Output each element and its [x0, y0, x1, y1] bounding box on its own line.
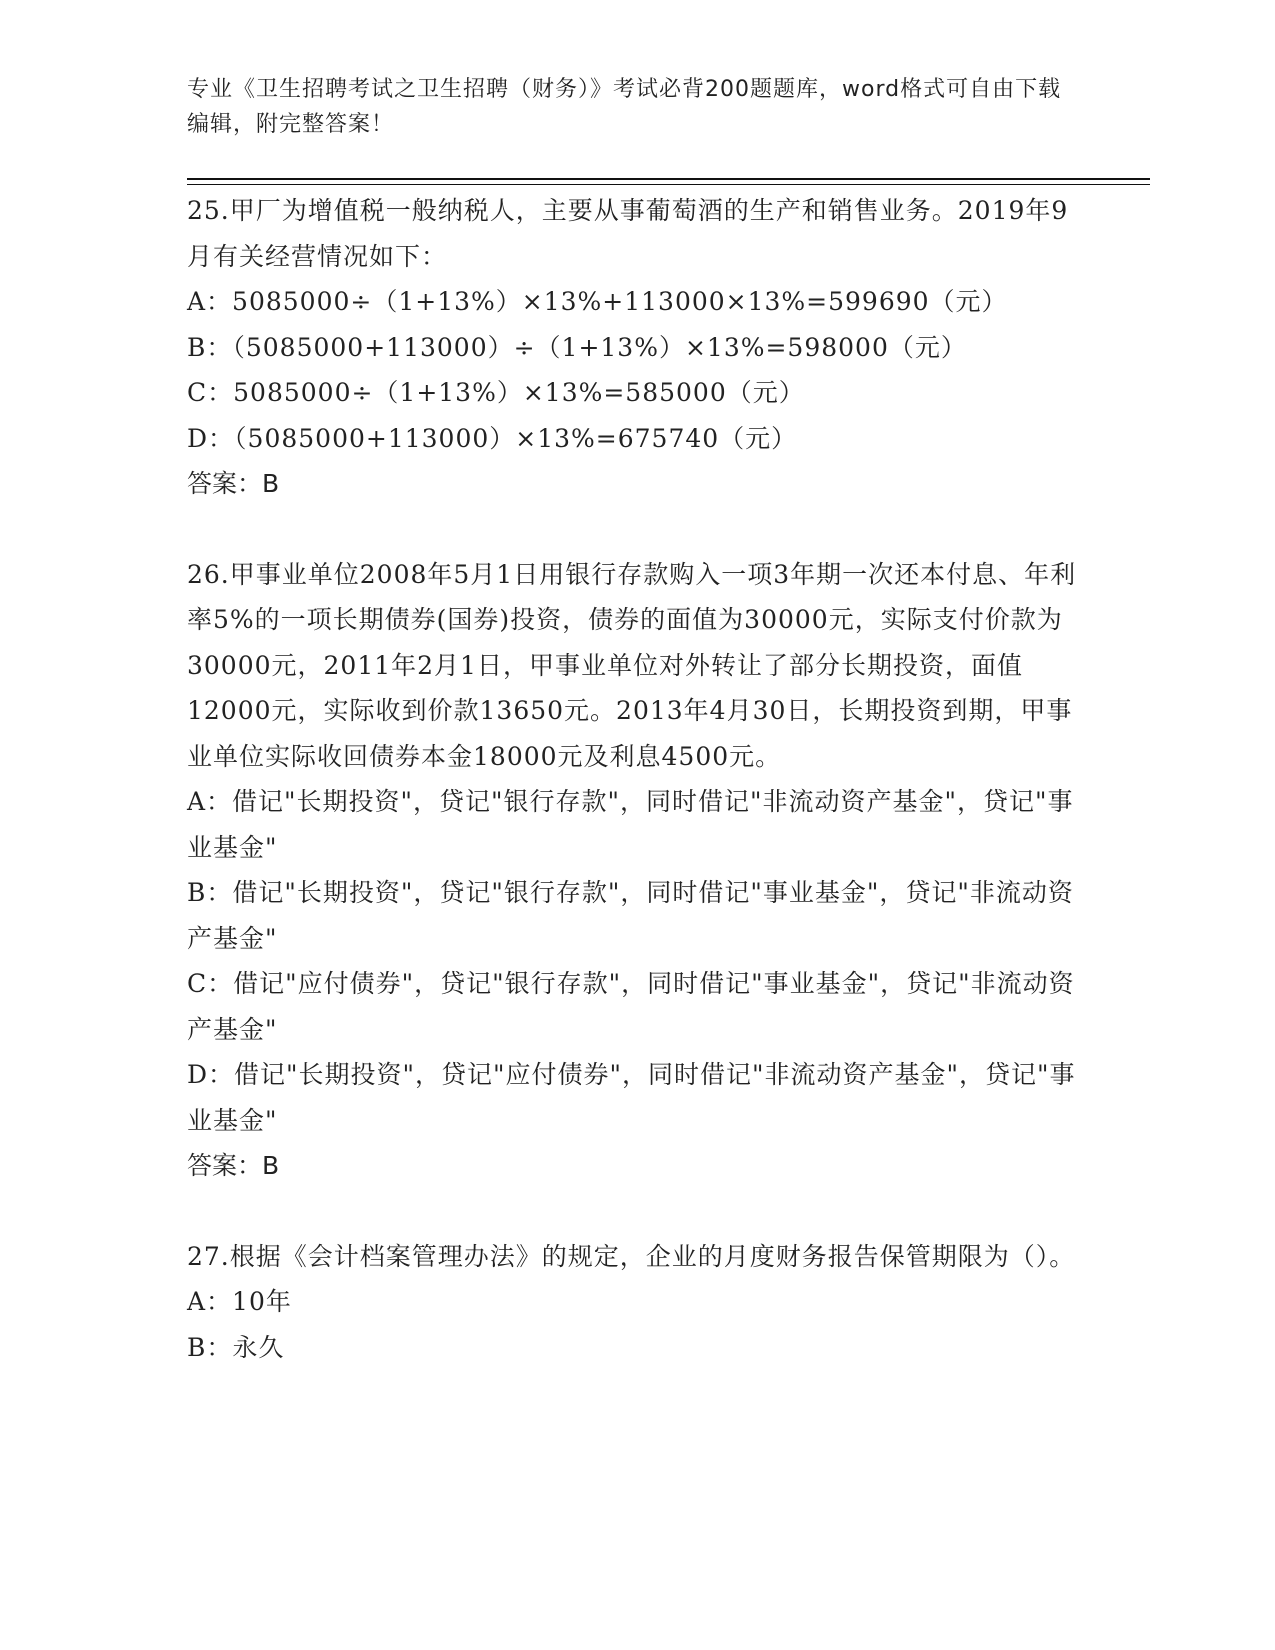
option-b: B：借记"长期投资"，贷记"银行存款"，同时借记"事业基金"，贷记"非流动资产基金"	[187, 878, 1074, 953]
spacer	[187, 1189, 1087, 1234]
question-stem: 26.甲事业单位2008年5月1日用银行存款购入一项3年期一次还本付息、年利率5%的一项长期债券(国券)投资，债券的面值为30000元，实际支付价款为30000元，2011年2月1日，甲事业单位对外转让了部分长期投资，面值12000元，实际收到价款13650元。2013年4月30日，长期投资到期，甲事业单位实际收回债券本金18000元及利息4500元。	[187, 559, 1077, 771]
option-d: D：（5085000+113000）×13%=675740（元）	[187, 423, 798, 453]
option-c: C：5085000÷（1+13%）×13%=585000（元）	[187, 378, 805, 407]
document-header: 专业《卫生招聘考试之卫生招聘（财务）》考试必背200题题库，word格式可自由下载编辑，附完整答案！	[187, 77, 1062, 137]
option-b: B：（5085000+113000）÷（1+13%）×13%=598000（元）	[187, 332, 967, 362]
option-a: A：借记"长期投资"，贷记"银行存款"，同时借记"非流动资产基金"，贷记"事业基金"	[187, 787, 1074, 862]
question-27	[187, 1234, 1087, 1371]
question-26	[187, 552, 1087, 1189]
header-rule-thick	[187, 178, 1150, 180]
question-list	[187, 188, 1087, 1370]
spacer	[187, 507, 1087, 552]
question-25	[187, 188, 1087, 507]
option-b: B：永久	[187, 1332, 285, 1362]
option-c: C：借记"应付债券"，贷记"银行存款"，同时借记"事业基金"，贷记"非流动资产基金"	[187, 969, 1075, 1044]
answer: 答案：B	[187, 1151, 280, 1180]
option-d: D：借记"长期投资"，贷记"应付债券"，同时借记"非流动资产基金"，贷记"事业基金"	[187, 1060, 1076, 1135]
question-stem: 27.根据《会计档案管理办法》的规定，企业的月度财务报告保管期限为（）。	[187, 1241, 1076, 1271]
answer: 答案：B	[187, 469, 280, 498]
option-a: A：10年	[187, 1287, 292, 1316]
option-a: A：5085000÷（1+13%）×13%+113000×13%=599690（元）	[187, 287, 1008, 316]
question-stem: 25.甲厂为增值税一般纳税人，主要从事葡萄酒的生产和销售业务。2019年9月有关经营情况如下：	[187, 196, 1069, 271]
header-rule-thin	[187, 184, 1150, 185]
